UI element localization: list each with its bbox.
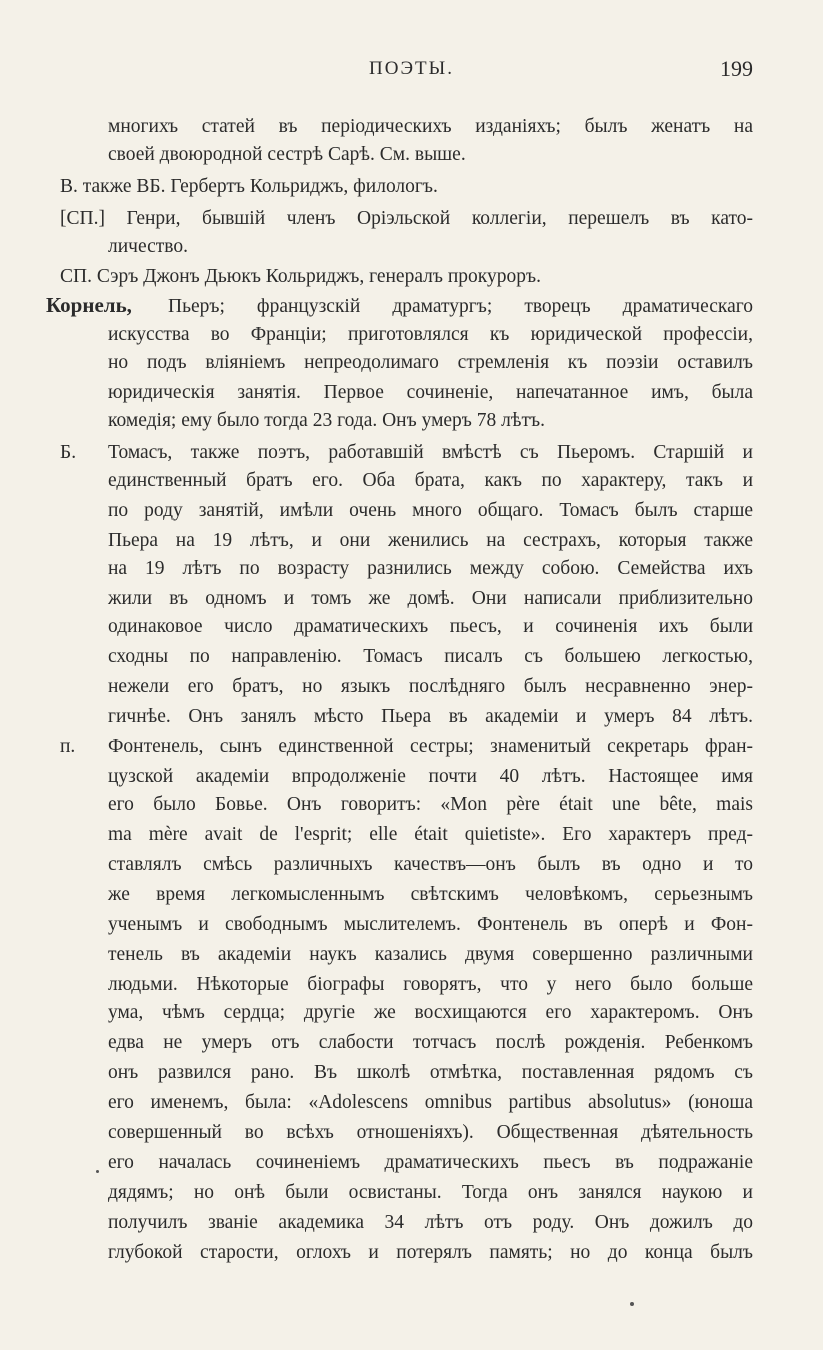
ink-speck bbox=[630, 1302, 634, 1306]
text-line: юридическія занятія. Первое сочиненіе, напечатанное имъ, была bbox=[108, 382, 753, 403]
page-number: 199 bbox=[720, 56, 753, 81]
text-line: личество. bbox=[108, 236, 188, 257]
running-header: ПОЭТЫ. bbox=[369, 58, 454, 79]
text-line: Пьеръ; французскій драматургъ; творецъ драматическаго bbox=[168, 296, 753, 317]
text-line: его началась сочиненіемъ драматическихъ пьесъ въ подражаніе bbox=[108, 1152, 753, 1173]
text-line: по роду занятій, имѣли очень много общаго. Томасъ былъ старше bbox=[108, 500, 753, 521]
entry-heading: Корнель, bbox=[46, 293, 132, 317]
text-line: жили въ одномъ и томъ же домѣ. Они написали приблизительно bbox=[108, 588, 753, 609]
text-line: его было Бовье. Онъ говоритъ: «Mon père était une bête, mais bbox=[108, 794, 753, 815]
text-line: ученымъ и свободнымъ мыслителемъ. Фонтенель въ оперѣ и Фон- bbox=[108, 914, 753, 935]
text-line: единственный братъ его. Оба брата, какъ по характеру, такъ и bbox=[108, 470, 753, 491]
text-line: дядямъ; но онѣ были освистаны. Тогда онъ занялся наукою и bbox=[108, 1182, 753, 1203]
text-line: тенель въ академіи наукъ казались двумя совершенно различными bbox=[108, 944, 753, 965]
text-line: искусства во Франціи; приготовлялся къ юридической профессіи, bbox=[108, 324, 753, 345]
text-line: Фонтенель, сынъ единственной сестры; знаменитый секретарь фран- bbox=[108, 736, 753, 757]
text-line: многихъ статей въ періодическихъ изданіяхъ; былъ женатъ на bbox=[108, 116, 753, 137]
text-line: едва не умеръ отъ слабости тотчасъ послѣ рожденія. Ребенкомъ bbox=[108, 1032, 753, 1053]
text-line: ставлялъ смѣсь различныхъ качествъ—онъ былъ въ одно и то bbox=[108, 854, 753, 875]
relation-marker: Б. bbox=[60, 442, 77, 463]
text-line: на 19 лѣтъ по возрасту разнились между собою. Семейства ихъ bbox=[108, 558, 753, 579]
text-line: цузской академіи впродолженіе почти 40 лѣтъ. Настоящее имя bbox=[108, 766, 753, 787]
ink-speck bbox=[96, 1170, 99, 1173]
text-line: СП. Сэръ Джонъ Дьюкъ Кольриджъ, генералъ прокуроръ. bbox=[60, 266, 541, 287]
text-line: сходны по направленію. Томасъ писалъ съ большею легкостью, bbox=[108, 646, 753, 667]
text-line: одинаковое число драматическихъ пьесъ, и сочиненія ихъ были bbox=[108, 616, 753, 637]
text-line: людьми. Нѣкоторые біографы говорятъ, что у него было больше bbox=[108, 974, 753, 995]
text-line: нежели его братъ, но языкъ послѣдняго былъ несравненно энер- bbox=[108, 676, 753, 697]
text-line: глубокой старости, оглохъ и потерялъ память; но до конца былъ bbox=[108, 1242, 753, 1263]
text-line: Томасъ, также поэтъ, работавшій вмѣстѣ съ Пьеромъ. Старшій и bbox=[108, 442, 753, 463]
text-line: В. также ВБ. Гербертъ Кольриджъ, филологъ. bbox=[60, 176, 438, 197]
text-line: Пьера на 19 лѣтъ, и они женились на сестрахъ, которыя также bbox=[108, 530, 753, 551]
text-line: получилъ званіе академика 34 лѣтъ отъ роду. Онъ дожилъ до bbox=[108, 1212, 753, 1233]
text-line: но подъ вліяніемъ непреодолимаго стремленія къ поэзіи оставилъ bbox=[108, 352, 753, 373]
text-line: своей двоюродной сестрѣ Сарѣ. См. выше. bbox=[108, 144, 466, 165]
relation-marker: п. bbox=[60, 736, 76, 757]
text-line: ума, чѣмъ сердца; другіе же восхищаются его характеромъ. Онъ bbox=[108, 1002, 753, 1023]
text-line: комедія; ему было тогда 23 года. Онъ умеръ 78 лѣтъ. bbox=[108, 410, 545, 431]
text-line: ma mère avait de l'esprit; elle était quietiste». Его характеръ пред- bbox=[108, 824, 753, 845]
text-line: же время легкомысленнымъ свѣтскимъ человѣкомъ, серьезнымъ bbox=[108, 884, 753, 905]
text-line: [СП.] Генри, бывшій членъ Оріэльской коллегіи, перешелъ въ като- bbox=[60, 208, 753, 229]
text-line: онъ развился рано. Въ школѣ отмѣтка, поставленная рядомъ съ bbox=[108, 1062, 753, 1083]
text-line: гичнѣе. Онъ занялъ мѣсто Пьера въ академіи и умеръ 84 лѣтъ. bbox=[108, 706, 753, 727]
text-line: совершенный во всѣхъ отношеніяхъ). Общественная дѣятельность bbox=[108, 1122, 753, 1143]
text-line: его именемъ, была: «Adolescens omnibus partibus absolutus» (юноша bbox=[108, 1092, 753, 1113]
